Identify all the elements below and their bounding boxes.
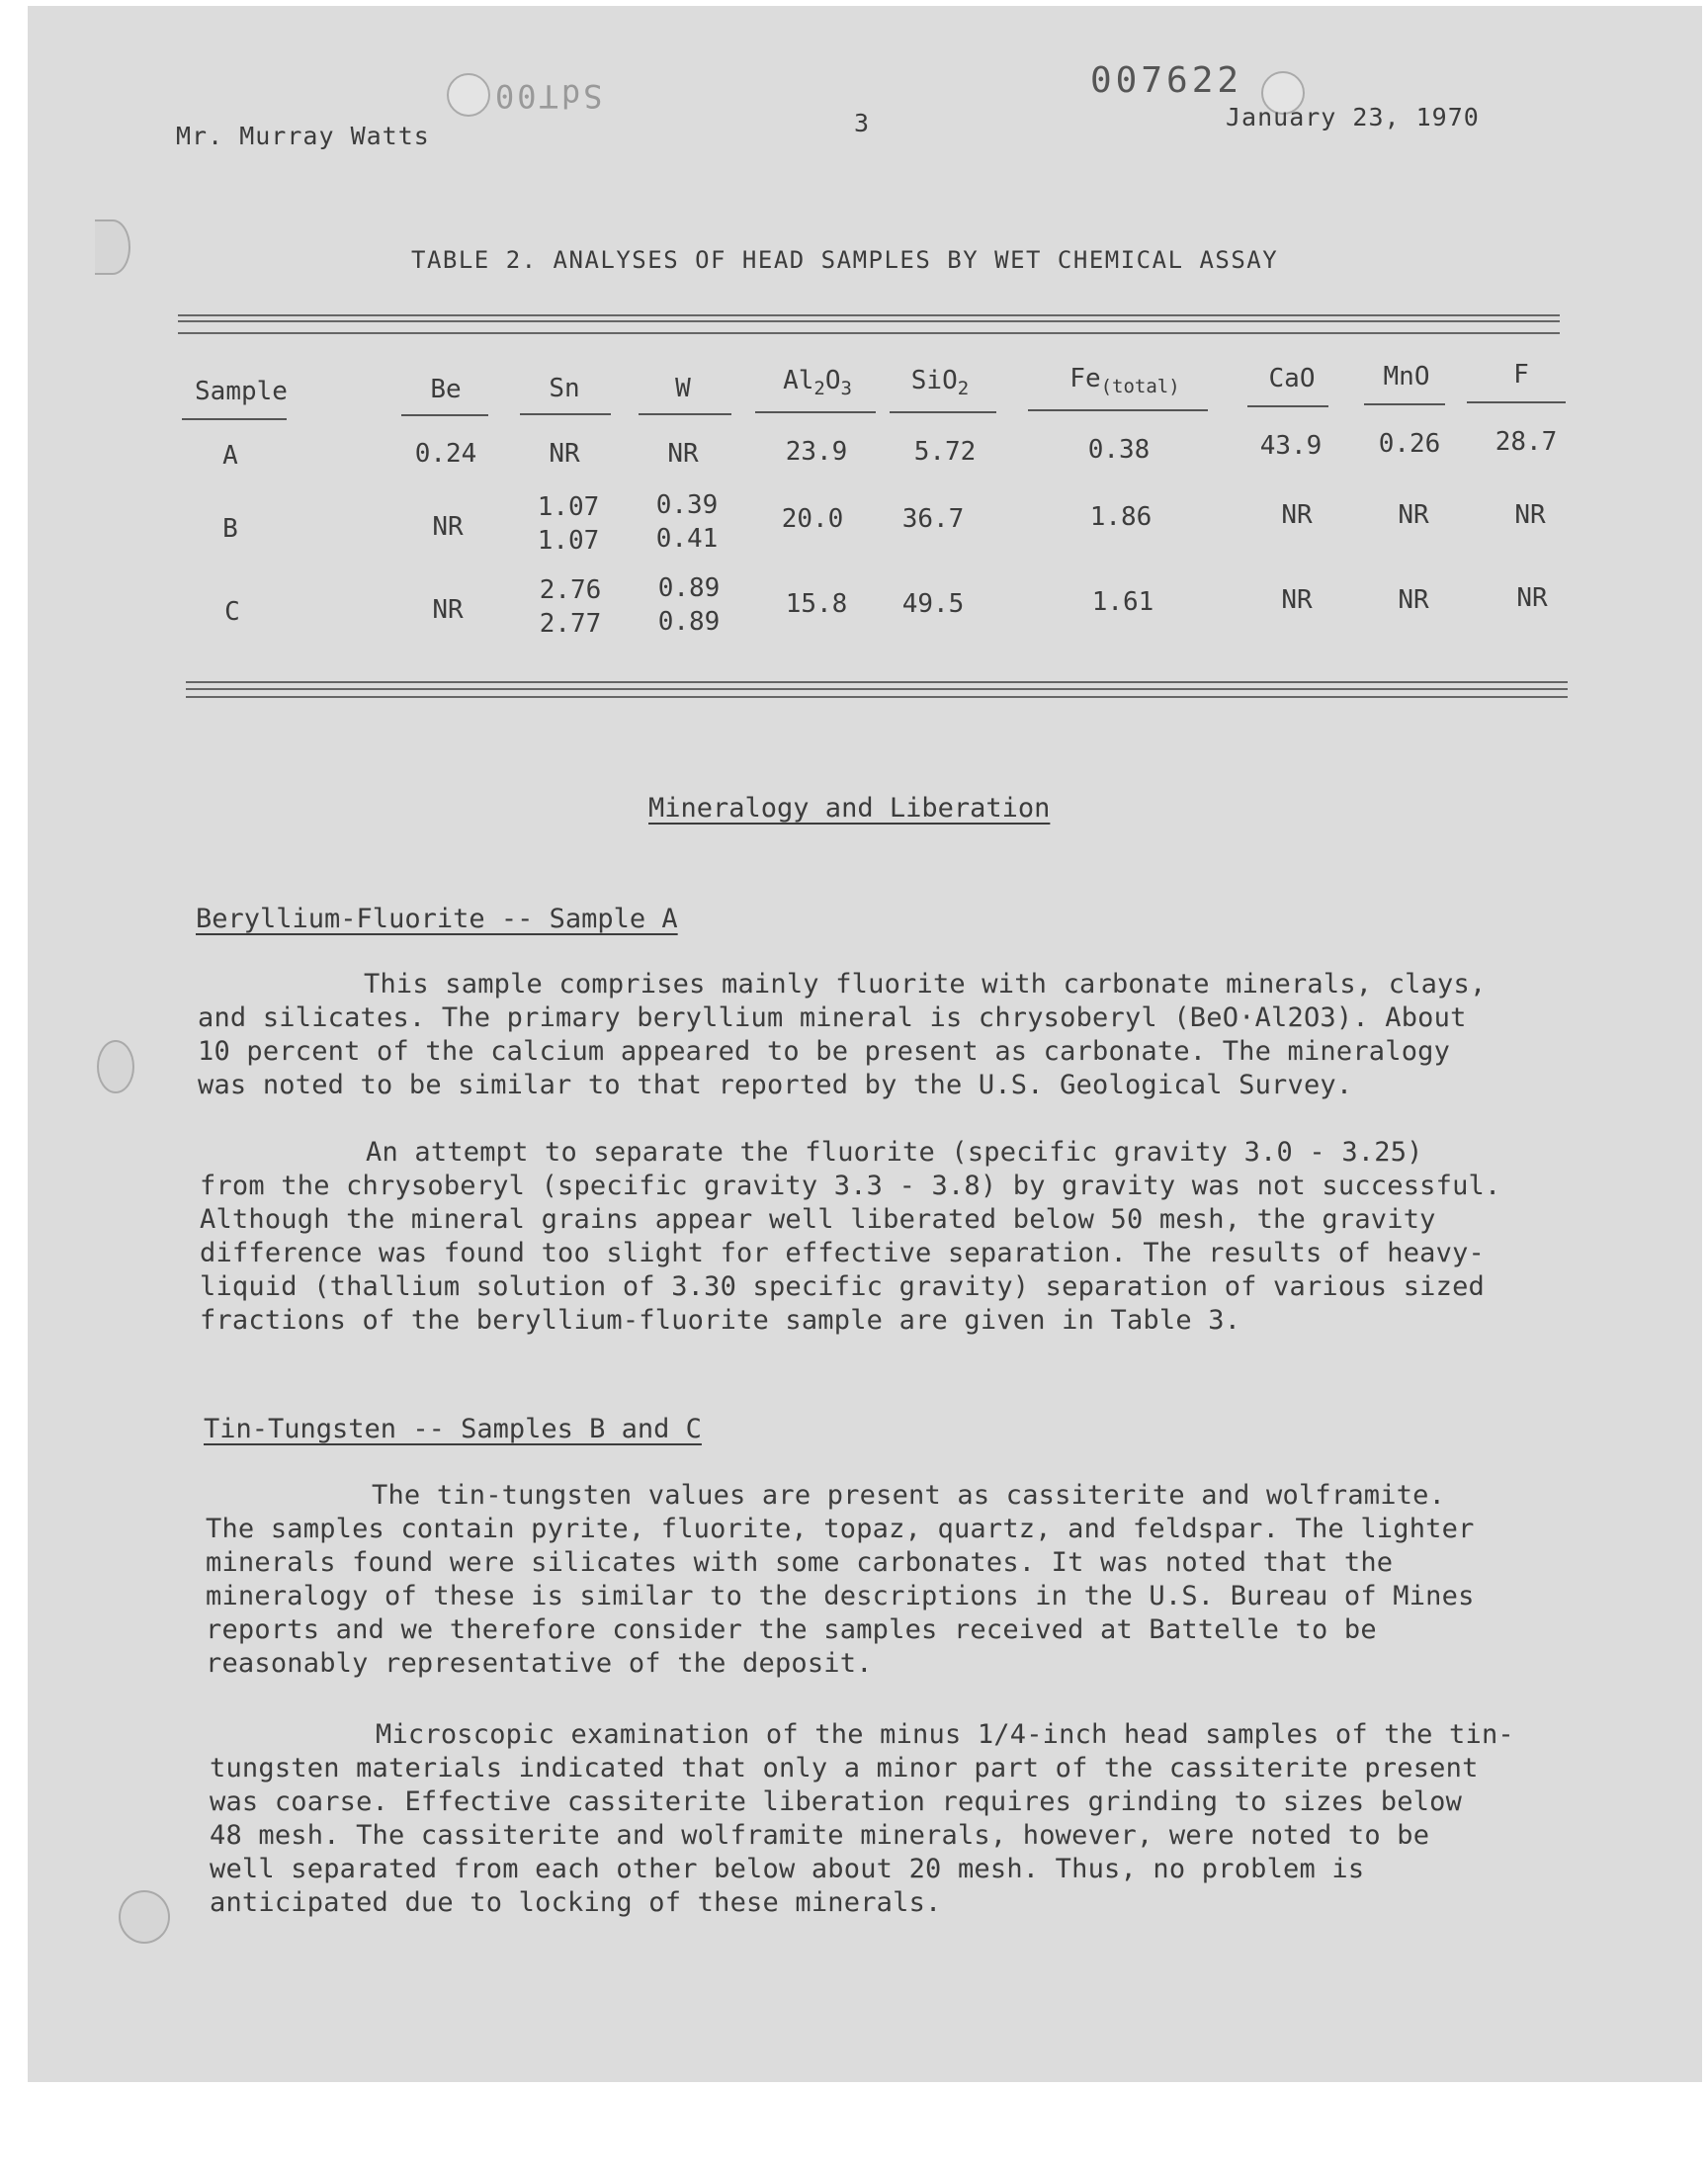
punch-hole-left-1 [95,219,130,275]
paragraph: The tin-tungsten values are present as cassiterite and wolframite. The samples contain pyrite, fluorite, topaz, quartz, and feldspar. The lighter minerals found were silicates with some carbonates. It was noted that the mineralogy of these is similar to the descriptions in the U.S. Bureau of Mines reports and we therefore consider the samples received at Battelle to be reasonably representative of the deposit. [206,1480,1475,1679]
cell-cao: 43.9 [1259,431,1323,461]
table-top-rule-3 [178,332,1560,334]
col-header-rule [182,418,287,420]
cell-sio2: 36.7 [901,504,965,534]
cell-cao: NR [1281,585,1313,615]
col-header-fe-total: $Fe_{(total)}$ [1069,364,1180,397]
cell-be: NR [432,512,464,542]
cell-fe: 1.61 [1091,587,1154,617]
table-top-rule [178,314,1560,316]
cell-sn: NR [549,439,580,469]
subsection-heading: Tin-Tungsten -- Samples B and C [204,1414,702,1444]
cell-sample: B [222,514,238,544]
cell-fe: 1.86 [1089,502,1153,532]
document-page [28,6,1702,2082]
col-header-rule [1028,409,1208,411]
cell-f: NR [1514,500,1546,530]
cell-sio2: 49.5 [901,589,965,619]
cell-f: 28.7 [1494,427,1558,457]
document-number: 007622 [1090,60,1243,101]
cell-w: NR [667,439,699,469]
col-header-rule [639,413,731,415]
cell-cao: NR [1281,500,1313,530]
col-header-mno: MnO [1383,362,1430,392]
col-header-w: W [675,374,691,403]
cell-f: NR [1516,583,1548,613]
col-header-sn: Sn [549,374,580,403]
paragraph: An attempt to separate the fluorite (specific gravity 3.0 - 3.25) from the chrysoberyl (specific gravity 3.3 - 3.8) by gravity was not successful. Although the mineral grains appear well liberated below 50 mesh, the gravity difference was found too slight for effective separation. The results of heavy- liquid (thallium solution of 3.30 specific gravity) separation of various sized fractions of the beryllium-fluorite sample are given in Table 3. [200,1137,1501,1336]
letter-recipient: Mr. Murray Watts [176,122,430,150]
cell-sample: C [224,597,240,627]
table-bottom-rule-2 [186,688,1568,690]
cell-mno: NR [1398,500,1429,530]
cell-fe: 0.38 [1087,435,1151,465]
col-header-f: F [1513,360,1529,390]
punch-hole-left-3 [119,1890,170,1944]
col-header-rule [1364,403,1445,405]
punch-hole-left-2 [97,1040,134,1093]
table-bottom-rule-3 [186,696,1568,698]
section-title: Mineralogy and Liberation [648,793,1051,824]
cell-be: 0.24 [414,439,477,469]
cell-mno: 0.26 [1378,429,1441,459]
punch-hole-top-left [447,73,490,117]
table-top-rule-2 [178,320,1560,322]
col-header-al2o3: $Al_2O_3$ [783,366,852,399]
col-header-cao: CaO [1268,364,1316,393]
page-bottom-margin [0,2082,1708,2175]
cell-mno: NR [1398,585,1429,615]
page-number: 3 [854,109,871,137]
table-title: TABLE 2. ANALYSES OF HEAD SAMPLES BY WET CHEMICAL ASSAY [411,246,1279,274]
col-header-rule [520,413,611,415]
col-header-be: Be [430,375,462,404]
table-bottom-rule [186,681,1568,683]
subsection-heading: Beryllium-Fluorite -- Sample A [196,904,678,934]
col-header-rule [1467,401,1566,403]
cell-w: 0.39 0.41 [655,490,719,554]
cell-al2o3: 15.8 [785,589,848,619]
cell-sn: 1.07 1.07 [537,492,600,556]
col-header-sample: Sample [195,377,288,406]
paragraph: Microscopic examination of the minus 1/4-inch head samples of the tin- tungsten materials indicated that only a minor part of the cassiterite present was coarse. Effective cassiterite liberation requires grinding to sizes below 48 mesh. The cassiterite and wolframite minerals, however, were noted to be well separated from each other below about 20 mesh. Thus, no problem is anticipated due to locking of these minerals. [210,1719,1514,1918]
cell-be: NR [432,595,464,625]
letter-date: January 23, 1970 [1226,103,1480,131]
col-header-rule [890,411,996,413]
faint-stamp-mark: SdT00 [492,77,603,115]
col-header-rule [1247,405,1328,407]
col-header-rule [401,414,488,416]
cell-al2o3: 23.9 [785,437,848,467]
paragraph: This sample comprises mainly fluorite with carbonate minerals, clays, and silicates. The primary beryllium mineral is chrysoberyl (BeO·Al2O3). About 10 percent of the calcium appeared to be present as carbonate. The mineralogy was noted to be similar to that reported by the U.S. Geological Survey. [198,969,1487,1100]
cell-sn: 2.76 2.77 [539,575,602,639]
cell-al2o3: 20.0 [781,504,844,534]
cell-sio2: 5.72 [913,437,977,467]
cell-sample: A [222,441,238,471]
cell-w: 0.89 0.89 [657,573,721,637]
col-header-sio2: SiO$_2$ [910,366,970,399]
col-header-rule [755,411,876,413]
